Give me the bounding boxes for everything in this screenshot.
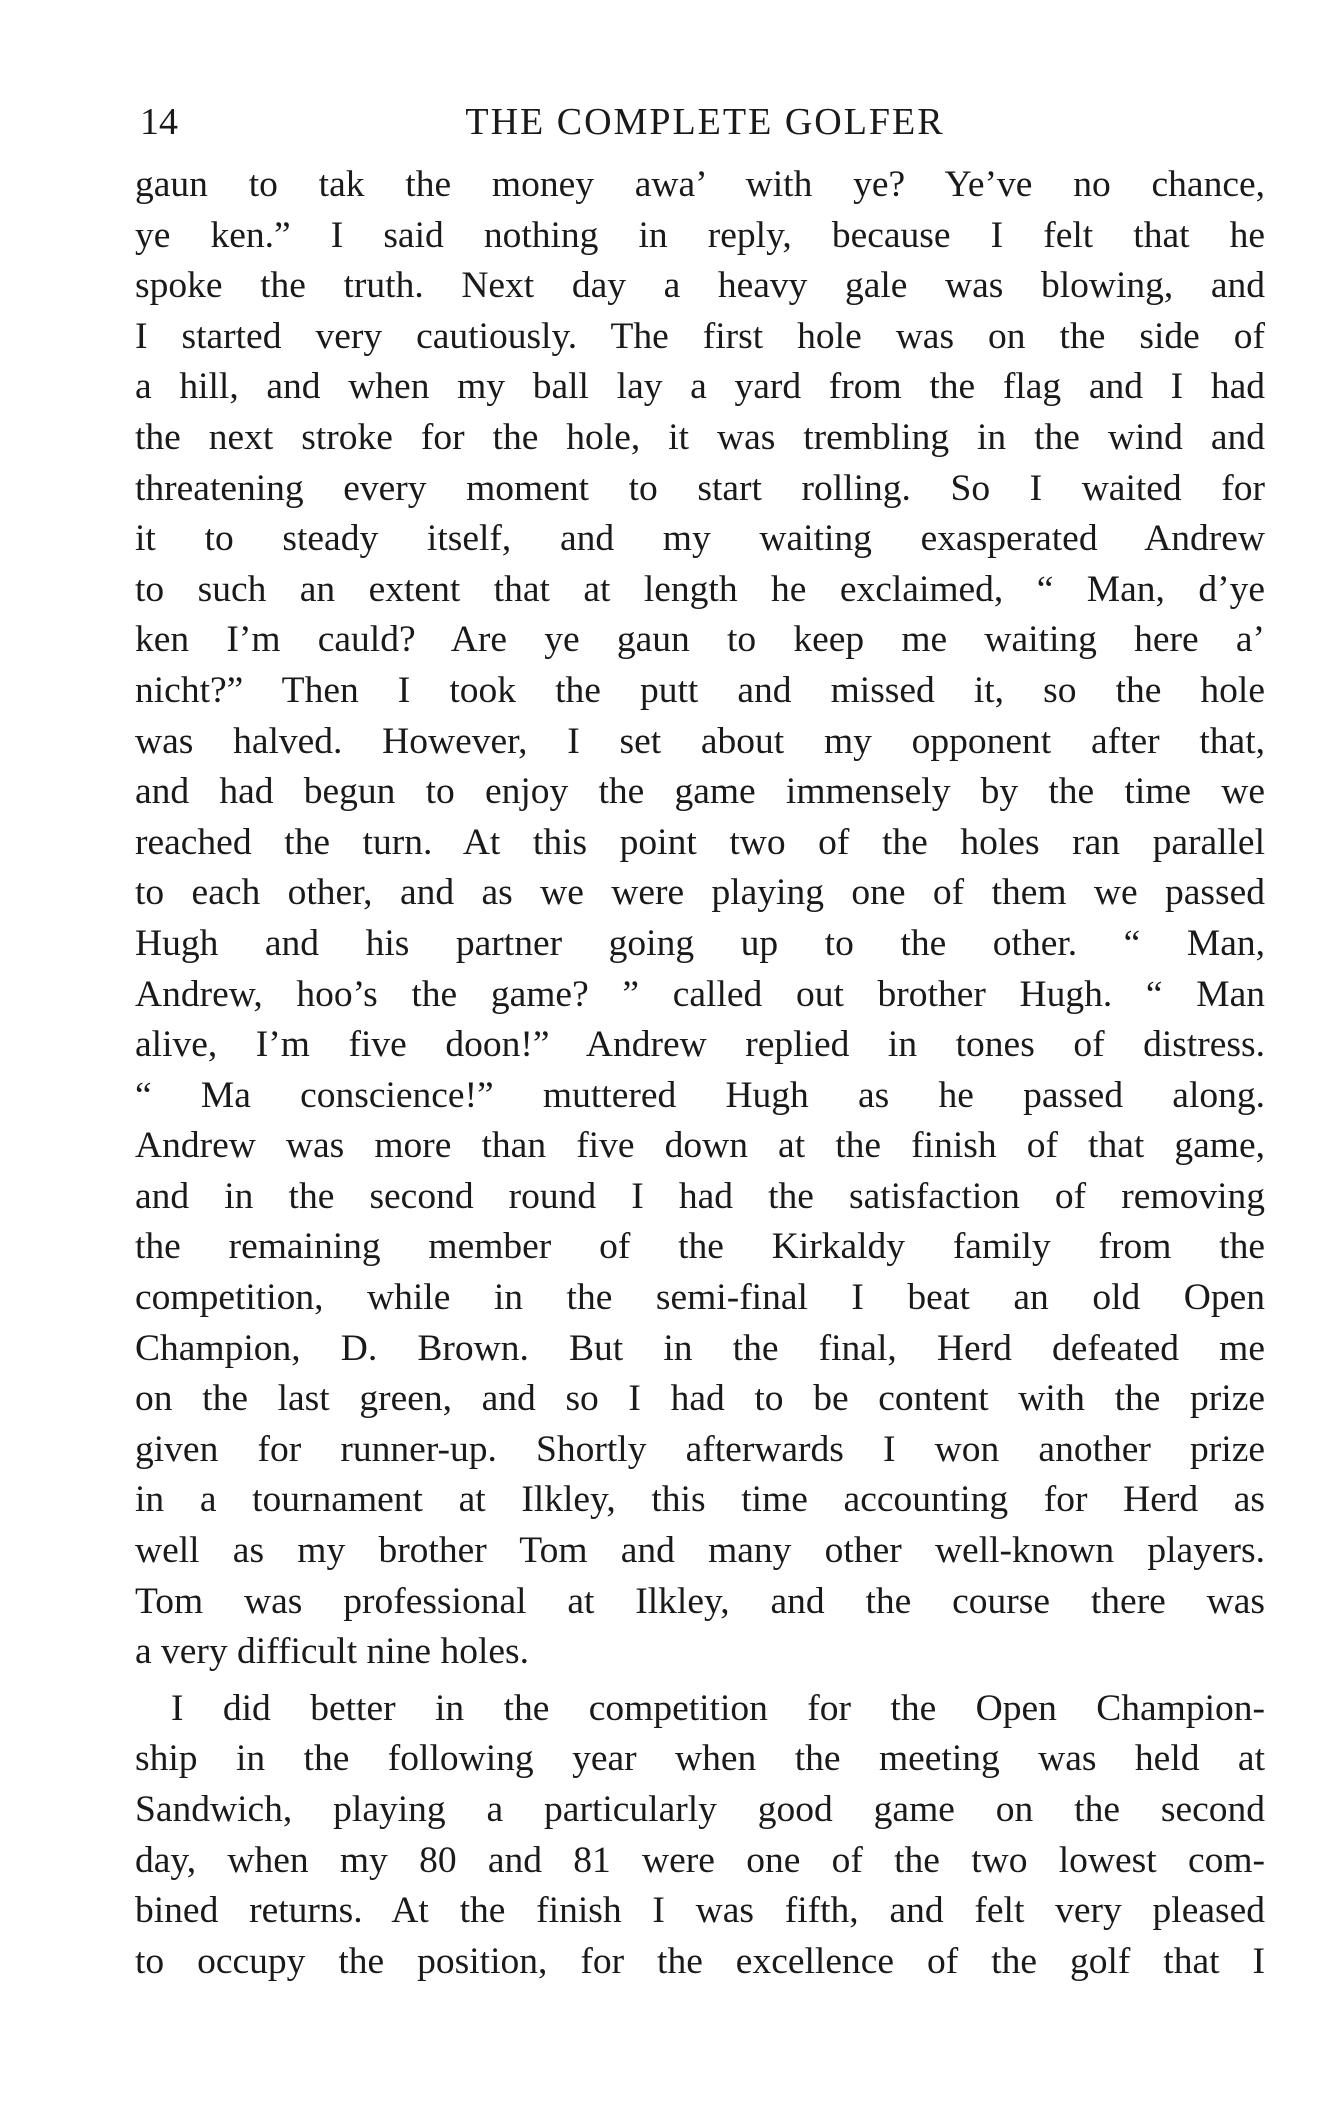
text-line: bined returns. At the finish I was fifth, and felt very pleased: [135, 1890, 1265, 1932]
page-number: 14: [140, 101, 178, 143]
text-line: and had begun to enjoy the game immensely by the time we: [135, 771, 1265, 813]
text-line: spoke the truth. Next day a heavy gale was blowing, and: [135, 265, 1265, 307]
text-line: the remaining member of the Kirkaldy family from the: [135, 1226, 1265, 1268]
text-line: was halved. However, I set about my opponent after that,: [135, 720, 1265, 762]
text-line: Andrew, hoo’s the game? ” called out brother Hugh. “ Man: [135, 973, 1265, 1015]
text-line: ken I’m cauld? Are ye gaun to keep me waiting here a’: [135, 619, 1265, 661]
text-line: threatening every moment to start rolling. So I waited for: [135, 467, 1265, 509]
text-line: nicht?” Then I took the putt and missed it, so the hole: [135, 669, 1265, 711]
text-line: a very difficult nine holes.: [135, 1631, 529, 1673]
text-line: on the last green, and so I had to be content with the prize: [135, 1378, 1265, 1420]
text-line: Hugh and his partner going up to the other. “ Man,: [135, 922, 1265, 964]
text-line: alive, I’m five doon!” Andrew replied in tones of distress.: [135, 1024, 1265, 1066]
paragraph-1: [135, 160, 1265, 1678]
text-line: Tom was professional at Ilkley, and the course there was: [135, 1580, 1265, 1622]
text-line: gaun to tak the money awa’ with ye? Ye’ve no chance,: [135, 164, 1265, 205]
text-line: “ Ma conscience!” muttered Hugh as he passed along.: [135, 1074, 1265, 1116]
text-line: in a tournament at Ilkley, this time accounting for Herd as: [135, 1479, 1265, 1521]
text-line: and in the second round I had the satisfaction of removing: [135, 1175, 1265, 1217]
text-line: I did better in the competition for the Open Champion-: [171, 1687, 1265, 1729]
running-head: [140, 92, 1270, 152]
text-line: ship in the following year when the meeting was held at: [135, 1738, 1265, 1780]
body-text: [135, 160, 1265, 1987]
text-line: to occupy the position, for the excellence of the golf that I: [135, 1940, 1265, 1982]
text-line: I started very cautiously. The first hole was on the side of: [135, 315, 1265, 357]
text-line: to each other, and as we were playing one of them we passed: [135, 872, 1265, 914]
text-line: ye ken.” I said nothing in reply, because I felt that he: [135, 214, 1265, 256]
text-line: it to steady itself, and my waiting exasperated Andrew: [135, 518, 1265, 560]
text-line: the next stroke for the hole, it was trembling in the wind and: [135, 416, 1265, 458]
text-line: Sandwich, playing a particularly good game on the second: [135, 1789, 1265, 1830]
text-line: given for runner-up. Shortly afterwards I won another prize: [135, 1428, 1265, 1470]
text-line: Champion, D. Brown. But in the final, Herd defeated me: [135, 1327, 1265, 1369]
paragraph-2: [135, 1684, 1265, 1988]
running-title: THE COMPLETE GOLFER: [465, 101, 945, 143]
text-line: competition, while in the semi-final I beat an old Open: [135, 1277, 1265, 1319]
text-line: day, when my 80 and 81 were one of the two lowest com-: [135, 1839, 1265, 1881]
text-line: to such an extent that at length he exclaimed, “ Man, d’ye: [135, 568, 1265, 610]
text-line: well as my brother Tom and many other well-known players.: [135, 1530, 1265, 1572]
text-line: reached the turn. At this point two of the holes ran parallel: [135, 821, 1265, 863]
text-line: Andrew was more than five down at the finish of that game,: [135, 1125, 1265, 1167]
text-line: a hill, and when my ball lay a yard from the flag and I had: [135, 366, 1265, 408]
